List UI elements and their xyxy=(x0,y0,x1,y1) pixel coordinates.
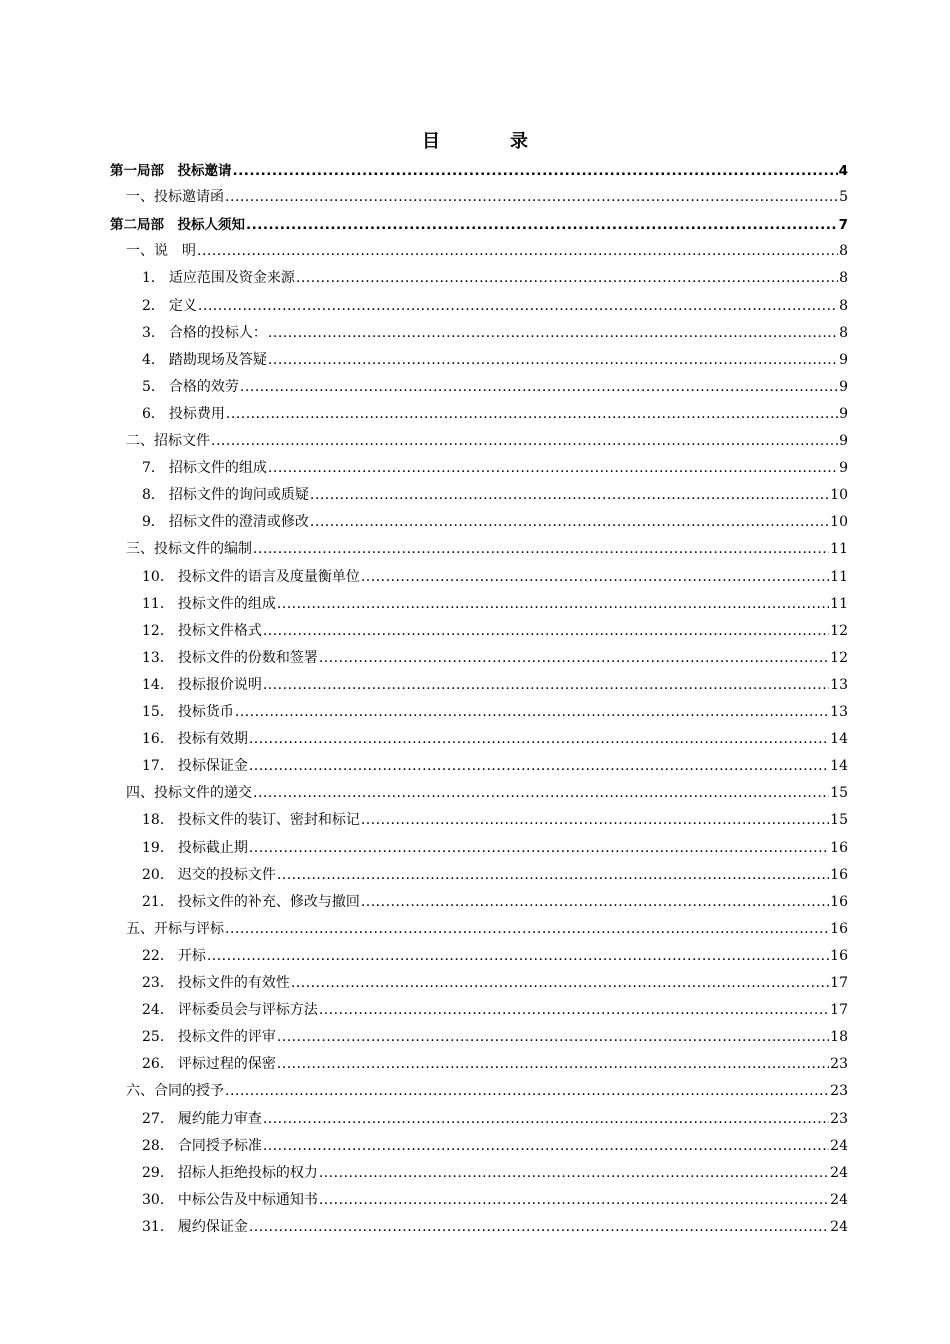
toc-item-entry[interactable] xyxy=(142,972,848,992)
toc-page-number: 24 xyxy=(830,1191,848,1208)
toc-entry-number: 18． xyxy=(142,812,174,829)
toc-entry-number: 16． xyxy=(142,731,174,748)
toc-section-entry[interactable] xyxy=(126,430,848,450)
toc-page-number: 8 xyxy=(839,324,848,341)
toc-entry-label: 第一局部 投标邀请 xyxy=(110,163,232,179)
toc-entry-label: 履约能力审查 xyxy=(177,1110,262,1127)
toc-page-number: 15 xyxy=(830,812,848,829)
toc-dot-leader xyxy=(249,1219,829,1235)
toc-entry-number: 27． xyxy=(142,1110,174,1127)
toc-page-number: 13 xyxy=(830,704,848,720)
toc-page-number: 12 xyxy=(830,649,848,666)
toc-entry-label: 合格的效劳 xyxy=(168,378,239,395)
toc-dot-leader xyxy=(319,650,829,666)
toc-dot-leader xyxy=(319,1002,829,1018)
toc-entry-number: 31． xyxy=(142,1218,174,1235)
toc-dot-leader xyxy=(263,677,829,693)
toc-entry-label: 二、招标文件 xyxy=(126,433,210,449)
toc-dot-leader xyxy=(296,270,838,286)
toc-dot-leader xyxy=(361,812,829,828)
toc-page-number: 11 xyxy=(830,595,848,612)
toc-dot-leader xyxy=(277,596,829,612)
toc-item-entry[interactable] xyxy=(142,593,848,613)
toc-dot-leader xyxy=(310,487,829,503)
toc-item-entry[interactable] xyxy=(142,511,848,531)
toc-page-number: 11 xyxy=(830,541,848,558)
toc-item-entry[interactable] xyxy=(142,1189,848,1209)
toc-page-number: 8 xyxy=(839,243,848,260)
toc-item-entry[interactable] xyxy=(142,864,848,884)
toc-entry-label: 迟交的投标文件 xyxy=(177,866,276,883)
toc-entry-number: 2． xyxy=(142,297,165,314)
toc-page-number: 10 xyxy=(830,487,848,504)
toc-part-entry[interactable] xyxy=(110,159,848,179)
toc-item-entry[interactable] xyxy=(142,295,848,315)
toc-entry-label: 定义 xyxy=(168,297,197,314)
toc-dot-leader xyxy=(249,840,829,856)
toc-entry-number: 5． xyxy=(142,378,165,395)
toc-dot-leader xyxy=(225,921,829,937)
toc-dot-leader xyxy=(240,379,838,395)
toc-dot-leader xyxy=(226,406,838,422)
toc-item-entry[interactable] xyxy=(142,457,848,477)
toc-entry-label: 投标货币 xyxy=(177,704,234,720)
toc-page-number: 9 xyxy=(839,405,848,422)
toc-entry-label: 第二局部 投标人须知 xyxy=(110,217,245,234)
toc-entry-number: 26． xyxy=(142,1056,174,1073)
toc-dot-leader xyxy=(225,189,838,205)
toc-entry-label: 适应范围及资金来源 xyxy=(168,270,295,287)
toc-section-entry[interactable] xyxy=(126,186,848,206)
toc-dot-leader xyxy=(310,514,829,530)
toc-entry-label: 五、开标与评标 xyxy=(126,920,224,937)
toc-section-entry[interactable] xyxy=(126,538,848,558)
toc-page-number: 9 xyxy=(839,378,848,395)
toc-item-entry[interactable] xyxy=(142,755,848,775)
toc-item-entry[interactable] xyxy=(142,891,848,911)
toc-entry-number: 19． xyxy=(142,839,174,856)
toc-entry-label: 三、投标文件的编制 xyxy=(126,541,252,558)
toc-item-entry[interactable] xyxy=(142,1026,848,1046)
toc-entry-label: 投标文件的评审 xyxy=(177,1029,276,1046)
toc-entry-label: 招标文件的组成 xyxy=(168,460,267,477)
toc-entry-number: 23． xyxy=(142,975,174,991)
toc-page-number: 24 xyxy=(830,1137,848,1154)
toc-title: 目 录 xyxy=(422,131,554,152)
toc-part-entry[interactable] xyxy=(110,213,848,233)
toc-page-number: 18 xyxy=(830,1029,848,1046)
toc-entry-label: 一、投标邀请函 xyxy=(126,189,224,206)
toc-item-entry[interactable] xyxy=(142,1053,848,1073)
toc-entry-label: 一、说 明 xyxy=(126,243,196,260)
toc-entry-number: 10． xyxy=(142,568,174,585)
toc-item-entry[interactable] xyxy=(142,566,848,586)
toc-entry-label: 投标报价说明 xyxy=(177,676,262,693)
toc-entry-label: 四、投标文件的递交 xyxy=(126,785,252,802)
toc-page-number: 16 xyxy=(830,920,848,937)
toc-page-number: 8 xyxy=(839,297,848,314)
toc-entry-number: 28． xyxy=(142,1137,174,1154)
toc-entry-number: 4． xyxy=(142,351,165,368)
toc-entry-label: 中标公告及中标通知书 xyxy=(177,1191,318,1208)
toc-entry-label: 投标文件的份数和签署 xyxy=(177,649,318,666)
toc-entry-label: 投标文件的补充、修改与撤回 xyxy=(177,893,360,910)
toc-entry-label: 投标有效期 xyxy=(177,731,248,748)
toc-dot-leader xyxy=(198,298,838,314)
toc-entry-number: 29． xyxy=(142,1164,174,1181)
toc-page-number: 9 xyxy=(839,433,848,449)
toc-item-entry[interactable] xyxy=(142,1108,848,1128)
toc-dot-leader xyxy=(277,1029,829,1045)
toc-item-entry[interactable] xyxy=(142,1162,848,1182)
toc-dot-leader xyxy=(211,433,838,449)
toc-item-entry[interactable] xyxy=(142,322,848,342)
toc-entry-label: 招标人拒绝投标的权力 xyxy=(177,1164,318,1181)
toc-item-entry[interactable] xyxy=(142,1135,848,1155)
toc-dot-leader xyxy=(361,894,829,910)
toc-entry-label: 评标委员会与评标方法 xyxy=(177,1002,318,1019)
toc-page-number: 12 xyxy=(830,622,848,639)
toc-entry-number: 6． xyxy=(142,405,165,422)
toc-item-entry[interactable] xyxy=(142,674,848,694)
toc-entry-label: 合格的投标人： xyxy=(168,324,267,341)
toc-item-entry[interactable] xyxy=(142,267,848,287)
toc-page-number: 16 xyxy=(830,947,848,964)
toc-dot-leader xyxy=(253,785,829,801)
toc-dot-leader xyxy=(291,975,829,991)
toc-page-number: 24 xyxy=(830,1218,848,1235)
toc-item-entry[interactable] xyxy=(142,999,848,1019)
toc-entry-label: 开标 xyxy=(177,947,206,964)
toc-entry-label: 投标文件的语言及度量衡单位 xyxy=(177,568,360,585)
toc-page-number: 15 xyxy=(830,785,848,802)
toc-entry-number: 14． xyxy=(142,676,174,693)
toc-page-number: 14 xyxy=(830,758,848,775)
toc-entry-number: 25． xyxy=(142,1029,174,1046)
toc-page-number: 13 xyxy=(830,676,848,693)
toc-entry-number: 11． xyxy=(142,595,174,612)
toc-section-entry[interactable] xyxy=(126,918,848,938)
toc-dot-leader xyxy=(268,325,838,341)
toc-entry-label: 投标截止期 xyxy=(177,839,248,856)
toc-entry-number: 17． xyxy=(142,758,174,775)
toc-entry-label: 六、合同的授予 xyxy=(126,1083,224,1100)
toc-dot-leader xyxy=(268,460,838,476)
toc-page-number: 7 xyxy=(838,217,848,234)
toc-dot-leader xyxy=(197,243,838,259)
toc-item-entry[interactable] xyxy=(142,484,848,504)
toc-entry-number: 8． xyxy=(142,487,165,504)
toc-page-number: 16 xyxy=(830,839,848,856)
toc-page-number: 23 xyxy=(830,1110,848,1127)
toc-page-number: 5 xyxy=(839,189,848,206)
toc-dot-leader xyxy=(253,541,829,557)
toc-page-number: 16 xyxy=(830,866,848,883)
toc-page-number: 23 xyxy=(830,1083,848,1100)
toc-dot-leader xyxy=(277,1056,829,1072)
toc-entry-number: 30． xyxy=(142,1191,174,1208)
toc-page-number: 24 xyxy=(830,1164,848,1181)
toc-page-number: 4 xyxy=(838,163,848,179)
toc-dot-leader xyxy=(249,731,829,747)
toc-page-number: 23 xyxy=(830,1056,848,1073)
toc-entry-number: 1． xyxy=(142,270,165,287)
toc-section-entry[interactable] xyxy=(126,240,848,260)
toc-page-number: 8 xyxy=(839,270,848,287)
toc-section-entry[interactable] xyxy=(126,1080,848,1100)
toc-entry-label: 评标过程的保密 xyxy=(177,1056,276,1073)
toc-item-entry[interactable] xyxy=(142,1216,848,1236)
toc-dot-leader xyxy=(263,1111,829,1127)
toc-item-entry[interactable] xyxy=(142,376,848,396)
toc-page-number: 16 xyxy=(830,893,848,910)
toc-dot-leader xyxy=(207,948,829,964)
toc-entry-number: 21． xyxy=(142,893,174,910)
toc-page-number: 17 xyxy=(830,1002,848,1019)
toc-dot-leader xyxy=(263,1138,829,1154)
toc-item-entry[interactable] xyxy=(142,945,848,965)
toc-entry-label: 投标文件的装订、密封和标记 xyxy=(177,812,360,829)
toc-dot-leader xyxy=(235,704,829,720)
toc-item-entry[interactable] xyxy=(142,403,848,423)
toc-dot-leader xyxy=(225,1083,829,1099)
toc-entry-label: 投标费用 xyxy=(168,405,225,422)
toc-dot-leader xyxy=(268,352,838,368)
toc-page-number: 17 xyxy=(830,975,848,991)
toc-item-entry[interactable] xyxy=(142,809,848,829)
toc-item-entry[interactable] xyxy=(142,837,848,857)
toc-page-number: 9 xyxy=(839,351,848,368)
toc-item-entry[interactable] xyxy=(142,620,848,640)
toc-dot-leader xyxy=(246,217,838,233)
toc-entry-label: 履约保证金 xyxy=(177,1218,248,1235)
toc-entry-number: 22． xyxy=(142,947,174,964)
toc-entry-number: 12． xyxy=(142,622,174,639)
toc-item-entry[interactable] xyxy=(142,701,848,721)
toc-entry-number: 3． xyxy=(142,324,165,341)
toc-dot-leader xyxy=(277,867,829,883)
toc-entry-label: 合同授予标准 xyxy=(177,1137,262,1154)
toc-entry-number: 13． xyxy=(142,649,174,666)
toc-entry-label: 投标保证金 xyxy=(177,758,248,775)
toc-entry-label: 招标文件的询问或质疑 xyxy=(168,487,309,504)
toc-entry-label: 踏勘现场及答疑 xyxy=(168,351,267,368)
toc-entry-number: 15． xyxy=(142,704,174,720)
toc-entry-number: 7． xyxy=(142,460,165,477)
toc-entry-label: 投标文件格式 xyxy=(177,622,262,639)
toc-item-entry[interactable] xyxy=(142,728,848,748)
toc-item-entry[interactable] xyxy=(142,647,848,667)
toc-page-number: 11 xyxy=(830,568,848,585)
toc-entry-number: 20． xyxy=(142,866,174,883)
toc-page-number: 9 xyxy=(839,460,848,477)
toc-dot-leader xyxy=(233,163,838,179)
toc-dot-leader xyxy=(249,758,829,774)
toc-entry-label: 投标文件的组成 xyxy=(177,595,276,612)
toc-dot-leader xyxy=(361,569,829,585)
toc-page-number: 14 xyxy=(830,731,848,748)
toc-dot-leader xyxy=(319,1192,829,1208)
toc-page-number: 10 xyxy=(830,514,848,531)
toc-entry-label: 投标文件的有效性 xyxy=(177,975,290,991)
toc-entry-number: 9． xyxy=(142,514,165,531)
toc-entry-label: 招标文件的澄清或修改 xyxy=(168,514,309,531)
toc-section-entry[interactable] xyxy=(126,782,848,802)
toc-item-entry[interactable] xyxy=(142,349,848,369)
toc-dot-leader xyxy=(263,623,829,639)
toc-dot-leader xyxy=(319,1165,829,1181)
toc-entry-number: 24． xyxy=(142,1002,174,1019)
